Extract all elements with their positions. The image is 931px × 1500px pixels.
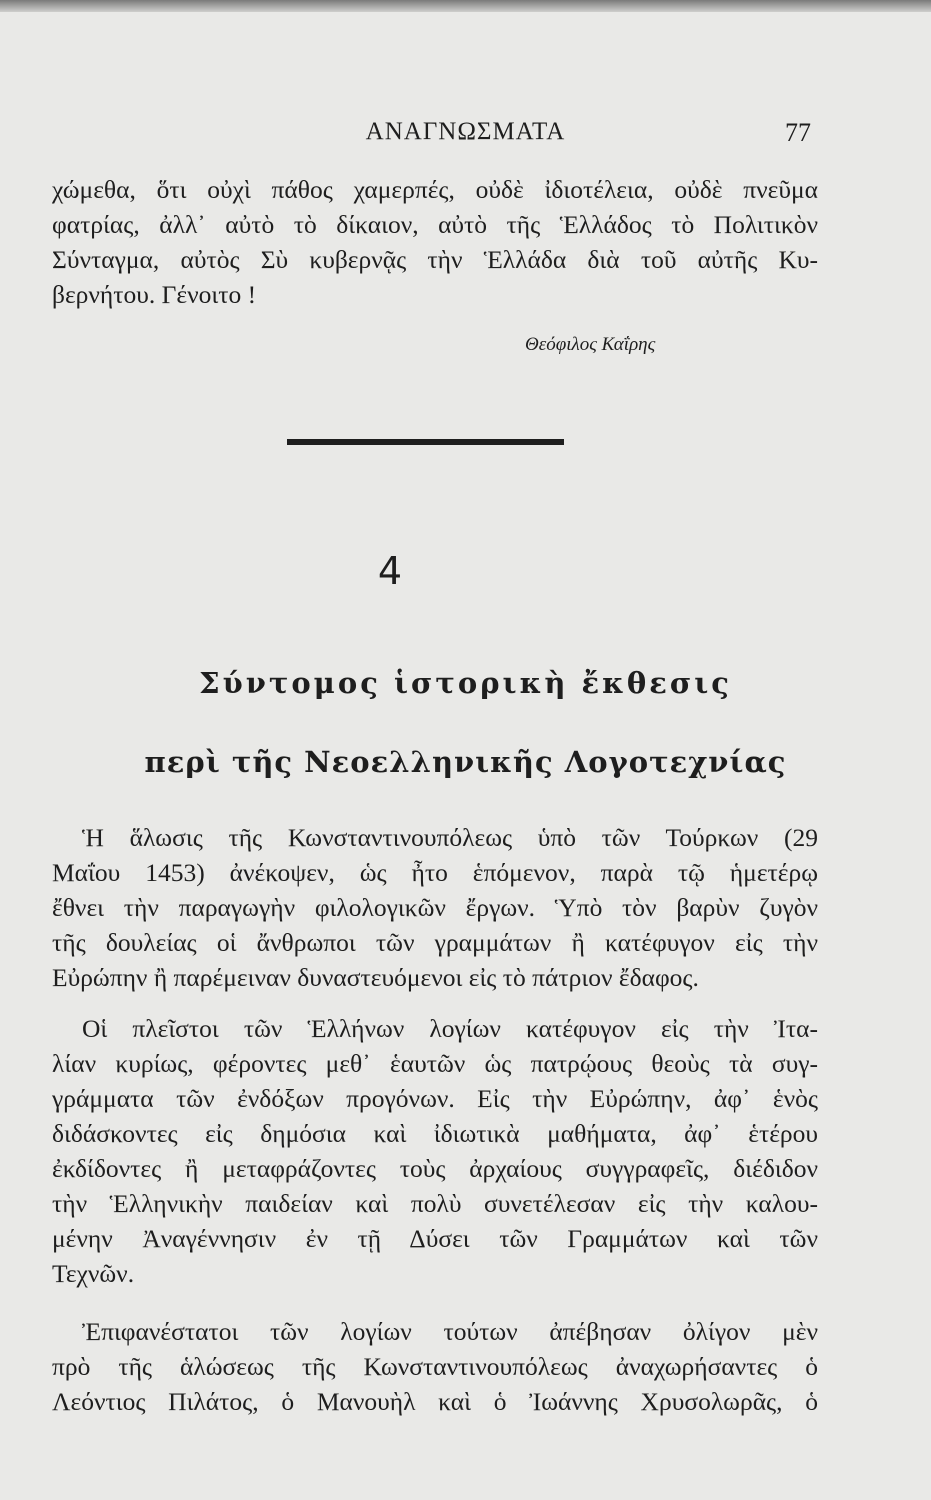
text-line: ἔθνει τὴν παραγωγὴν φιλολογικῶν ἔργων. Ὑπὸ τὸν βαρὺν ζυγὸν (52, 893, 818, 922)
text-line: Σύνταγμα, αὐτὸς Σὺ κυβερνᾷς τὴν Ἑλλάδα διὰ τοῦ αὐτῆς Κυ- (52, 245, 818, 274)
text-line: Οἱ πλεῖστοι τῶν Ἑλλήνων λογίων κατέφυγον εἰς τὴν Ἰτα- (82, 1014, 818, 1043)
section-divider-rule (287, 439, 564, 445)
text-line: βερνήτου. Γένοιτο ! (52, 280, 257, 309)
section-number: 4 (377, 549, 403, 593)
text-line: λίαν κυρίως, φέροντες μεθ᾽ ἑαυτῶν ὡς πατρῴους θεοὺς τὰ συγ- (52, 1049, 818, 1078)
text-line: τὴν Ἑλληνικὴν παιδείαν καὶ πολὺ συνετέλεσαν εἰς τὴν καλου- (52, 1189, 818, 1218)
section-subtitle: περὶ τῆς Νεοελληνικῆς Λογοτεχνίας (144, 745, 787, 779)
text-line: πρὸ τῆς ἁλώσεως τῆς Κωνσταντινουπόλεως ἀναχωρήσαντες ὁ (52, 1352, 818, 1381)
paragraph-1 (52, 820, 818, 995)
text-line: Εὐρώπην ἢ παρέμειναν δυναστευόμενοι εἰς τὸ πάτριον ἔδαφος. (52, 963, 699, 992)
text-line: Μαΐου 1453) ἀνέκοψεν, ὡς ἦτο ἑπόμενον, παρὰ τῷ ἡμετέρῳ (52, 858, 818, 887)
closing-passage (52, 172, 818, 312)
running-head: ΑΝΑΓΝΩΣΜΑΤΑ (365, 118, 566, 145)
text-line: χώμεθα, ὅτι οὐχὶ πάθος χαμερπές, οὐδὲ ἰδιοτέλεια, οὐδὲ πνεῦμα (52, 175, 818, 204)
text-line: διδάσκοντες εἰς δημόσια καὶ ἰδιωτικὰ μαθήματα, ἀφ᾽ ἑτέρου (52, 1119, 818, 1148)
text-line: τῆς δουλείας οἱ ἄνθρωποι τῶν γραμμάτων ἢ κατέφυγον εἰς τὴν (52, 928, 818, 957)
text-line: Ἐπιφανέστατοι τῶν λογίων τούτων ἀπέβησαν ὀλίγον μὲν (82, 1317, 818, 1346)
text-line: μένην Ἀναγέννησιν ἐν τῇ Δύσει τῶν Γραμμάτων καὶ τῶν (52, 1224, 818, 1253)
text-line: Τεχνῶν. (52, 1259, 135, 1288)
paragraph-3 (52, 1314, 818, 1419)
text-line: Ἡ ἅλωσις τῆς Κωνσταντινουπόλεως ὑπὸ τῶν Τούρκων (29 (82, 823, 818, 852)
section-title: Σύντομος ἱστορικὴ ἔκθεσις (199, 666, 732, 700)
text-line: ἐκδίδοντες ἢ μεταφράζοντες τοὺς ἀρχαίους συγγραφεῖς, διέδιδον (52, 1154, 818, 1183)
text-line: φατρίας, ἀλλ᾽ αὐτὸ τὸ δίκαιον, αὐτὸ τῆς Ἑλλάδος τὸ Πολιτικὸν (52, 210, 818, 239)
text-line: Λεόντιος Πιλάτος, ὁ Μανουὴλ καὶ ὁ Ἰωάννης Χρυσολωρᾶς, ὁ (52, 1387, 818, 1416)
paragraph-2 (52, 1011, 818, 1291)
text-line: γράμματα τῶν ἐνδόξων προγόνων. Εἰς τὴν Εὐρώπην, ἀφ᾽ ἑνὸς (52, 1084, 818, 1113)
author-signature: Θεόφιλος Καΐρης (525, 334, 656, 355)
page-number: 77 (785, 118, 811, 147)
